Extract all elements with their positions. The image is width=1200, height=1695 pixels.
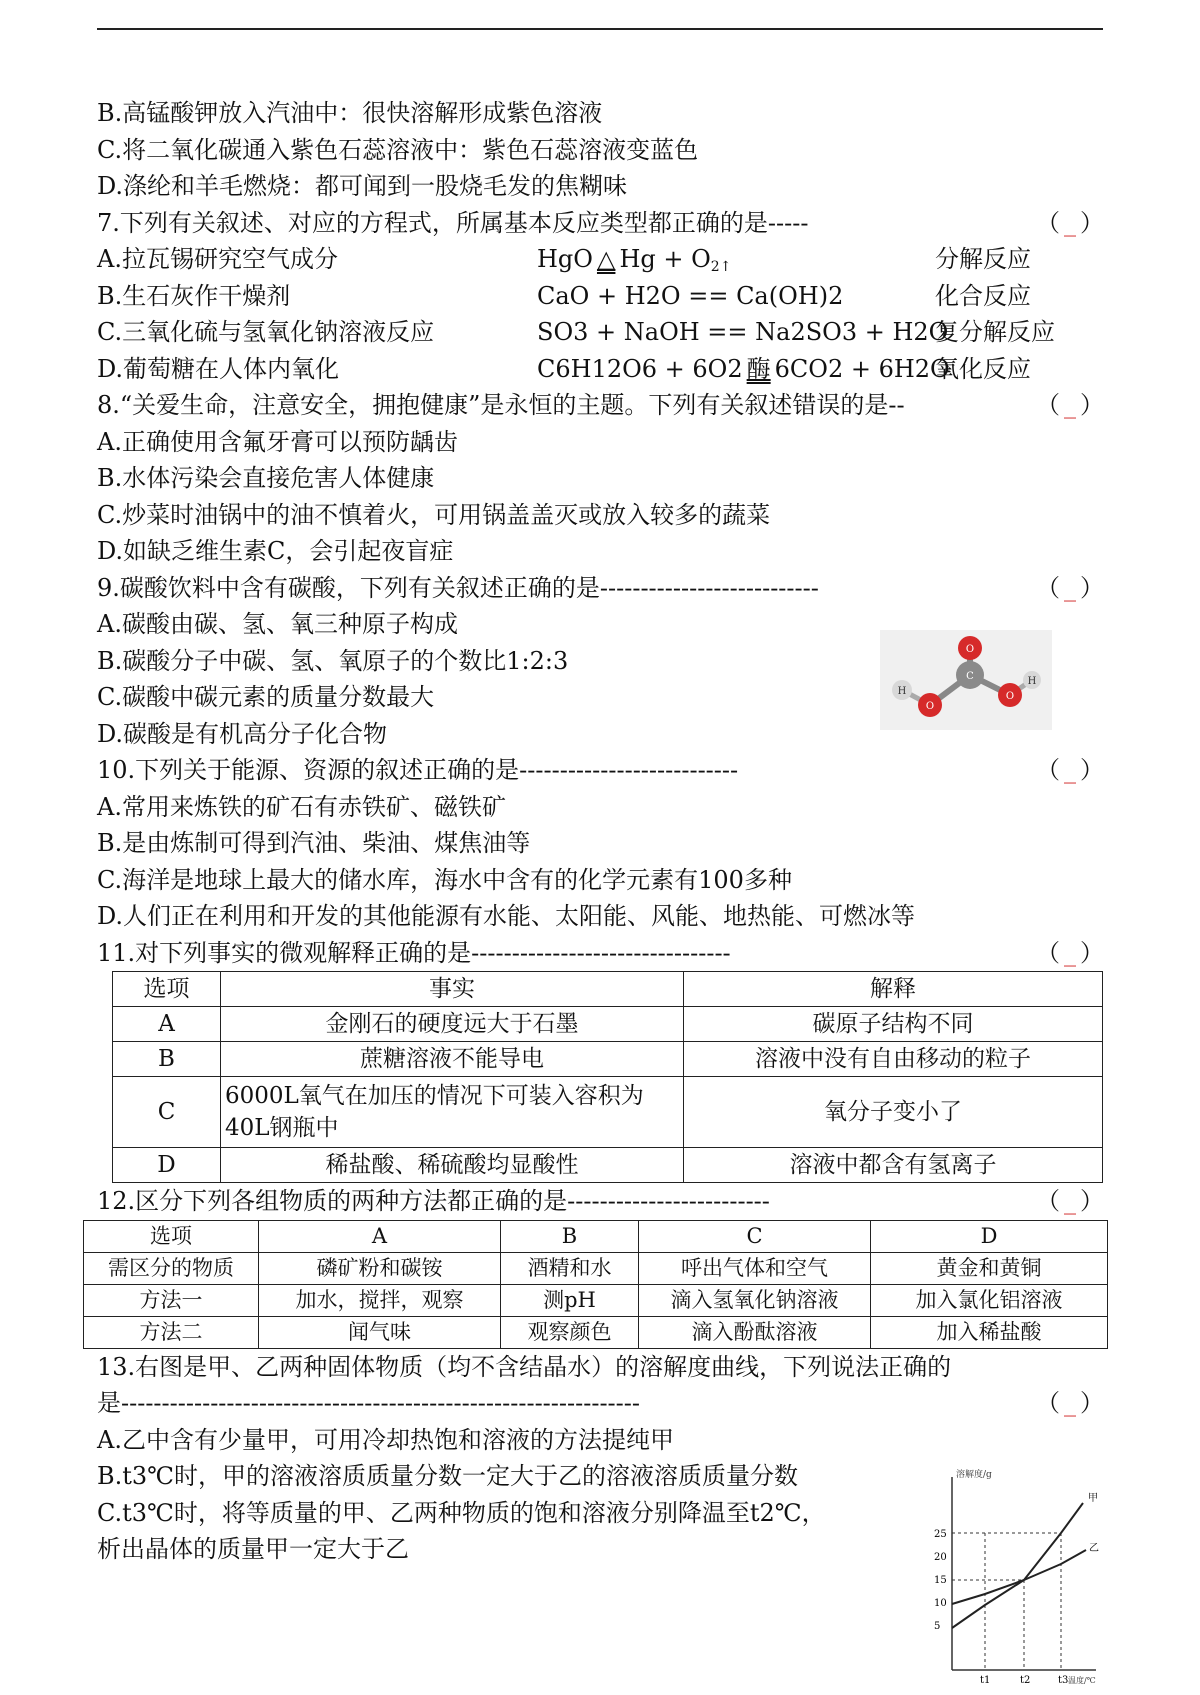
table-cell: B [113, 1042, 221, 1077]
answer-bracket[interactable]: （ _ ） [1036, 1389, 1104, 1417]
reaction-type: 复分解反应 [935, 318, 1055, 346]
q7-option-b: B.生石灰作干燥剂 CaO + H2O == Ca(OH)2 化合反应 [97, 278, 1112, 315]
equation: HgO △ $Hg + O_{2↑}$ [537, 245, 732, 275]
q10-option-b: B.是由炼制可得到汽油、柴油、煤焦油等 [97, 829, 531, 857]
table-cell: 滴入氢氧化钠溶液 [639, 1284, 871, 1316]
curve-jia [952, 1503, 1083, 1628]
q8-stem: 8.“关爱生命，注意安全，拥抱健康”是永恒的主题。下列有关叙述错误的是-- （ _ ） [97, 387, 1112, 424]
answer-bracket[interactable]: （ _ ） [1036, 756, 1104, 784]
svg-text:C: C [966, 671, 974, 682]
q6-option-d: D.涤纶和羊毛燃烧：都可闻到一股烧毛发的焦糊味 [97, 172, 628, 200]
table-header: B [501, 1220, 639, 1252]
equation: C6H12O6 + 6O2 酶 6CO2 + 6H2O [537, 354, 950, 383]
x-tick-label: t3 [1058, 1675, 1069, 1686]
table-cell: 酒精和水 [501, 1252, 639, 1284]
q9-option-d: D.碳酸是有机高分子化合物 [97, 719, 388, 748]
svg-text:O: O [965, 644, 975, 655]
q9-option-b: B.碳酸分子中碳、氢、氧原子的个数比1:2:3 [97, 646, 569, 675]
q8-option-c: C.炒菜时油锅中的油不慎着火，可用锅盖盖灭或放入较多的蔬菜 [97, 500, 771, 529]
q10-option-d: D.人们正在利用和开发的其他能源有水能、太阳能、风能、地热能、可燃冰等 [97, 902, 916, 930]
y-tick-label: 25 [934, 1529, 947, 1540]
table-cell: 金刚石的硬度远大于石墨 [221, 1007, 684, 1042]
table-cell: 蔗糖溶液不能导电 [221, 1042, 684, 1077]
table-cell: 碳原子结构不同 [684, 1007, 1103, 1042]
table-row [113, 1148, 1103, 1183]
q13-stem-line2: 是---------------------------------------------------------------- （ _ ） [97, 1385, 1112, 1422]
q13-stem-line1: 13.右图是甲、乙两种固体物质（均不含结晶水）的溶解度曲线，下列说法正确的 [97, 1352, 952, 1381]
answer-bracket[interactable]: （ _ ） [1036, 938, 1104, 967]
table-row [84, 1252, 1108, 1284]
table-header: D [871, 1220, 1108, 1252]
q7-option-a: A.拉瓦锡研究空气成分 HgO △ $Hg + O_{2↑}$ 分解反应 [97, 241, 1112, 278]
table-header-row [84, 1220, 1108, 1252]
q10-option-c: C.海洋是地球上最大的储水库，海水中含有的化学元素有100多种 [97, 865, 792, 894]
hydrogen-atom [892, 680, 912, 700]
q13-option-c-cont: 析出晶体的质量甲一定大于乙 [97, 1535, 409, 1563]
q6-option-c: C.将二氧化碳通入紫色石蕊溶液中：紫色石蕊溶液变蓝色 [97, 135, 699, 164]
q8-option-b: B.水体污染会直接危害人体健康 [97, 464, 435, 492]
table-cell: 氧分子变小了 [684, 1077, 1103, 1148]
table-row [84, 1316, 1108, 1348]
table-cell: 加入稀盐酸 [871, 1316, 1108, 1348]
q11-stem: 11.对下列事实的微观解释正确的是-------------------------------- （ _ ） [97, 935, 1112, 972]
table-row [113, 1007, 1103, 1042]
answer-bracket[interactable]: （ _ ） [1036, 391, 1104, 419]
table-cell: A [113, 1007, 221, 1042]
y-tick-label: 5 [934, 1621, 941, 1632]
table-cell: 方法二 [84, 1316, 259, 1348]
table-row [84, 1284, 1108, 1316]
table-header: 选项 [113, 972, 221, 1007]
oxygen-atom [958, 636, 982, 660]
table-header: C [639, 1220, 871, 1252]
y-tick-label: 15 [934, 1575, 947, 1586]
q10-option-a: A.常用来炼铁的矿石有赤铁矿、磁铁矿 [97, 792, 506, 821]
x-tick-label: t1 [980, 1675, 991, 1686]
table-header: 事实 [221, 972, 684, 1007]
carbon-atom [956, 661, 984, 689]
table-cell: 需区分的物质 [84, 1252, 259, 1284]
x-tick-label: t2 [1020, 1675, 1031, 1686]
q13-option-a: A.乙中含有少量甲，可用冷却热饱和溶液的方法提纯甲 [97, 1425, 674, 1454]
q12-stem: 12.区分下列各组物质的两种方法都正确的是------------------------- （ _ ） [97, 1183, 1112, 1220]
table-header: A [259, 1220, 501, 1252]
solubility-curve-graph [928, 1465, 1110, 1690]
curve-label-jia: 甲 [1088, 1493, 1098, 1504]
table-cell: 方法一 [84, 1284, 259, 1316]
y-tick-label: 10 [934, 1598, 947, 1609]
oxygen-atom [998, 683, 1022, 707]
table-cell: 溶液中都含有氢离子 [684, 1148, 1103, 1183]
table-cell: C [113, 1077, 221, 1148]
q6-option-b: B.高锰酸钾放入汽油中：很快溶解形成紫色溶液 [97, 99, 603, 127]
q7-stem: 7.下列有关叙述、对应的方程式，所属基本反应类型都正确的是----- （ _ ） [97, 205, 1112, 242]
curve-label-yi: 乙 [1089, 1543, 1099, 1554]
q9-stem: 9.碳酸饮料中含有碳酸，下列有关叙述正确的是--------------------------- （ _ ） [97, 570, 1112, 607]
y-tick-label: 20 [934, 1552, 947, 1563]
q13-option-c: C.t3℃时，将等质量的甲、乙两种物质的饱和溶液分别降温至t2℃， [97, 1498, 826, 1527]
top-rule [97, 28, 1103, 30]
q12-table [83, 1220, 1108, 1349]
table-cell: 观察颜色 [501, 1316, 639, 1348]
y-axis-label: 溶解度/g [956, 1470, 992, 1480]
table-row [113, 1077, 1103, 1148]
table-header: 解释 [684, 972, 1103, 1007]
answer-bracket[interactable]: （ _ ） [1036, 208, 1104, 237]
curve-yi [952, 1550, 1086, 1604]
oxygen-atom [918, 693, 942, 717]
answer-bracket[interactable]: （ _ ） [1036, 1187, 1104, 1215]
table-cell: D [113, 1148, 221, 1183]
equation: SO3 + NaOH == Na2SO3 + H2O [537, 318, 949, 346]
table-cell: 黄金和黄铜 [871, 1252, 1108, 1284]
table-row [113, 1042, 1103, 1077]
q11-table [112, 971, 1103, 1183]
svg-text:H: H [1027, 676, 1037, 687]
x-axis-label: 温度/℃ [1068, 1676, 1096, 1685]
q8-option-d: D.如缺乏维生素C，会引起夜盲症 [97, 537, 454, 565]
q10-stem: 10.下列关于能源、资源的叙述正确的是--------------------------- （ _ ） [97, 752, 1112, 789]
table-cell: 呼出气体和空气 [639, 1252, 871, 1284]
table-header: 选项 [84, 1220, 259, 1252]
svg-text:H: H [897, 686, 907, 697]
equation: CaO + H2O == Ca(OH)2 [537, 281, 844, 310]
table-cell: 加水，搅拌，观察 [259, 1284, 501, 1316]
reaction-type: 分解反应 [935, 245, 1031, 273]
q7-option-c: C.三氧化硫与氢氧化钠溶液反应 SO3 + NaOH == Na2SO3 + H2O 复分解反应 [97, 314, 1112, 351]
table-cell: 6000L氧气在加压的情况下可装入容积为40L钢瓶中 [221, 1077, 684, 1148]
table-cell: 测pH [501, 1284, 639, 1316]
q8-option-a: A.正确使用含氟牙膏可以预防龋齿 [97, 427, 458, 456]
table-cell: 稀盐酸、稀硫酸均显酸性 [221, 1148, 684, 1183]
q9-option-c: C.碳酸中碳元素的质量分数最大 [97, 683, 435, 711]
q13-option-b: B.t3℃时，甲的溶液溶质质量分数一定大于乙的溶液溶质质量分数 [97, 1462, 799, 1490]
table-cell: 闻气味 [259, 1316, 501, 1348]
q7-option-d: D.葡萄糖在人体内氧化 C6H12O6 + 6O2 酶 6CO2 + 6H2O 氧化反应 [97, 351, 1112, 388]
svg-text:O: O [1005, 691, 1015, 702]
exam-page [97, 95, 1112, 1568]
svg-text:O: O [925, 701, 935, 712]
hydrogen-atom [1023, 671, 1041, 689]
table-cell: 溶液中没有自由移动的粒子 [684, 1042, 1103, 1077]
answer-bracket[interactable]: （ _ ） [1036, 573, 1104, 602]
q9-option-a: A.碳酸由碳、氢、氧三种原子构成 [97, 610, 458, 638]
carbonic-acid-molecule-image [880, 630, 1052, 730]
table-cell: 滴入酚酞溶液 [639, 1316, 871, 1348]
table-header-row [113, 972, 1103, 1007]
table-cell: 磷矿粉和碳铵 [259, 1252, 501, 1284]
reaction-type: 氧化反应 [935, 354, 1031, 383]
reaction-type: 化合反应 [935, 281, 1031, 310]
table-cell: 加入氯化铝溶液 [871, 1284, 1108, 1316]
